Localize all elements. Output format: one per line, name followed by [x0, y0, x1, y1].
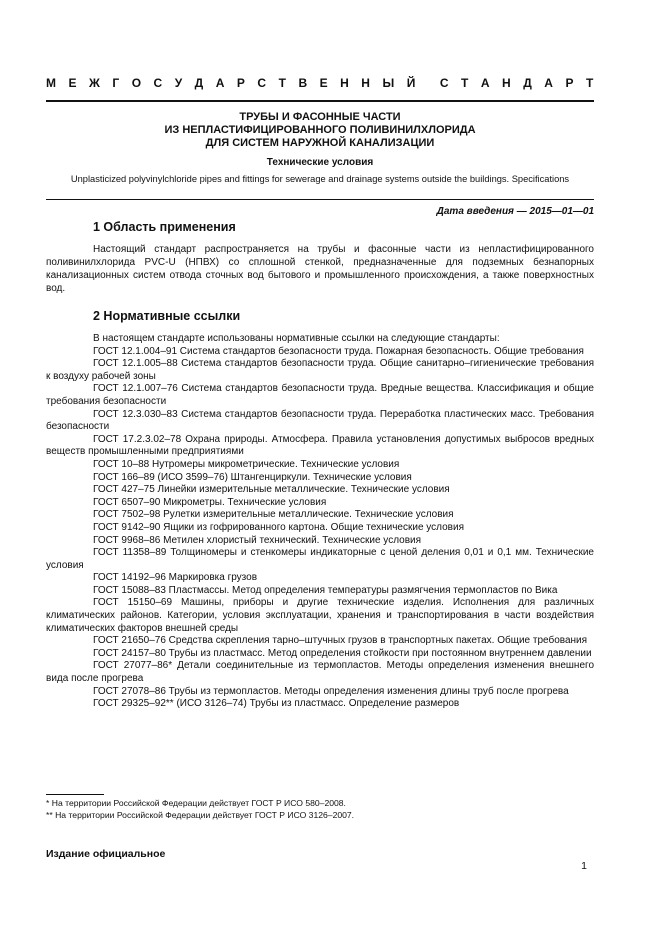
- standard-header: [46, 76, 594, 90]
- reference-item: ГОСТ 6507–90 Микрометры. Технические условия: [93, 496, 327, 508]
- section-intro: В настоящем стандарте использованы нормативные ссылки на следующие стандарты:: [93, 333, 500, 344]
- header-letter: Т: [585, 76, 594, 90]
- title-line: ИЗ НЕПЛАСТИФИЦИРОВАННОГО ПОЛИВИНИЛХЛОРИДА: [164, 124, 476, 136]
- date-introduced: Дата введения — 2015—01—01: [436, 206, 594, 217]
- header-letter: Ы: [382, 76, 395, 90]
- reference-item: ГОСТ 27077–86* Детали соединительные из термопластов. Методы определения изменения внешнего вида после прогрева: [46, 660, 594, 685]
- reference-item: ГОСТ 12.3.030–83 Система стандартов безопасности труда. Переработка пластических масс. Требования безопасности: [46, 408, 594, 433]
- page-number: 1: [581, 860, 587, 872]
- header-letter: Е: [319, 76, 329, 90]
- header-letter: С: [257, 76, 267, 90]
- reference-item: ГОСТ 29325–92** (ИСО 3126–74) Трубы из пластмасс. Определение размеров: [93, 698, 460, 710]
- reference-item: ГОСТ 21650–76 Средства скрепления тарно–штучных грузов в транспортных пакетах. Общие требования: [93, 635, 588, 647]
- title-rule: [46, 199, 594, 200]
- reference-item: ГОСТ 166–89 (ИСО 3599–76) Штангенциркули. Технические условия: [93, 471, 412, 483]
- reference-item: ГОСТ 12.1.007–76 Система стандартов безопасности труда. Вредные вещества. Классификация и общие требования безопасности: [46, 383, 594, 407]
- header-letter: О: [131, 76, 142, 90]
- reference-item: ГОСТ 17.2.3.02–78 Охрана природы. Атмосфера. Правила установления допустимых выбросов вредных веществ промышленными предприятиями: [46, 433, 594, 458]
- reference-item: ГОСТ 12.1.004–91 Система стандартов безопасности труда. Пожарная безопасность. Общие требования: [93, 345, 584, 357]
- document-subtitle: Технические условия: [266, 157, 374, 168]
- footnote: ** На территории Российской Федерации действует ГОСТ Р ИСО 3126–2007.: [46, 810, 355, 820]
- edition-label: Издание официальное: [46, 848, 166, 860]
- header-letter: А: [215, 76, 225, 90]
- header-letter: Д: [523, 76, 533, 90]
- header-letter: Д: [194, 76, 204, 90]
- header-letter: С: [439, 76, 450, 90]
- reference-item: ГОСТ 27078–86 Трубы из термопластов. Методы определения изменения длины труб после прогрева: [93, 685, 569, 697]
- footnotes: [46, 797, 594, 821]
- header-rule: [46, 100, 594, 102]
- header-letter: У: [174, 76, 183, 90]
- header-letter: А: [544, 76, 554, 90]
- header-letter: Р: [565, 76, 574, 90]
- main-content: [46, 213, 594, 711]
- reference-item: ГОСТ 15150–69 Машины, приборы и другие технические изделия. Исполнения для различных климатических районов. Категории, условия эксплуатации, хранения и транспортирования в части воздействия климатических факторов внешней среды: [46, 597, 594, 634]
- reference-item: ГОСТ 9142–90 Ящики из гофрированного картона. Общие технические условия: [93, 521, 464, 533]
- reference-item: ГОСТ 7502–98 Рулетки измерительные металлические. Технические условия: [93, 509, 454, 521]
- reference-item: ГОСТ 11358–89 Толщиномеры и стенкомеры индикаторные с ценой деления 0,01 и 0,1 мм. Технические условия: [46, 547, 594, 571]
- section-paragraph: Настоящий стандарт распространяется на трубы и фасонные части из непластифицированного поливинилхлорида PVC-U (НПВХ) со сплошной стенкой, предназначенные для подземных безнапорных канализационных систем отвода сточных вод бытового и промышленного происхождения, а также поверхностных вод.: [46, 244, 594, 294]
- reference-item: ГОСТ 12.1.005–88 Система стандартов безопасности труда. Общие санитарно–гигиенические требования к воздуху рабочей зоны: [46, 358, 594, 382]
- footnote: * На территории Российской Федерации действует ГОСТ Р ИСО 580–2008.: [46, 798, 346, 808]
- footnote-divider: [46, 794, 104, 795]
- section-heading: 2 Нормативные ссылки: [93, 309, 241, 323]
- section-heading: 1 Область применения: [93, 220, 236, 234]
- header-letter: Н: [361, 76, 371, 90]
- header-letter: Т: [461, 76, 469, 90]
- header-letter: Г: [112, 76, 120, 90]
- title-block: [46, 111, 594, 186]
- header-letter: Ж: [89, 76, 101, 90]
- header-letter: Н: [502, 76, 512, 90]
- reference-item: ГОСТ 24157–80 Трубы из пластмасс. Метод определения стойкости при постоянном внутреннем давлении: [93, 647, 592, 659]
- header-letter: С: [153, 76, 163, 90]
- reference-item: ГОСТ 14192–96 Маркировка грузов: [93, 572, 258, 584]
- reference-item: ГОСТ 15088–83 Пластмассы. Метод определения температуры размягчения термопластов по Вика: [93, 584, 558, 596]
- title-line: ТРУБЫ И ФАСОННЫЕ ЧАСТИ: [239, 111, 401, 123]
- header-letter: Й: [406, 76, 416, 90]
- title-line: ДЛЯ СИСТЕМ НАРУЖНОЙ КАНАЛИЗАЦИИ: [205, 137, 435, 149]
- header-letter: Н: [340, 76, 350, 90]
- header-letter: А: [480, 76, 491, 90]
- reference-item: ГОСТ 427–75 Линейки измерительные металлические. Технические условия: [93, 484, 450, 496]
- header-letter: Т: [278, 76, 287, 90]
- header-letter: Р: [236, 76, 246, 90]
- header-letter: В: [298, 76, 308, 90]
- header-letter: М: [46, 76, 57, 90]
- reference-item: ГОСТ 10–88 Нутромеры микрометрические. Технические условия: [93, 458, 400, 470]
- english-title: Unplasticized polyvinylchloride pipes and fittings for sewerage and drainage systems outside the buildings. Specifications: [70, 174, 570, 184]
- header-letter: Е: [68, 76, 78, 90]
- reference-item: ГОСТ 9968–86 Метилен хлористый технический. Технические условия: [93, 534, 422, 546]
